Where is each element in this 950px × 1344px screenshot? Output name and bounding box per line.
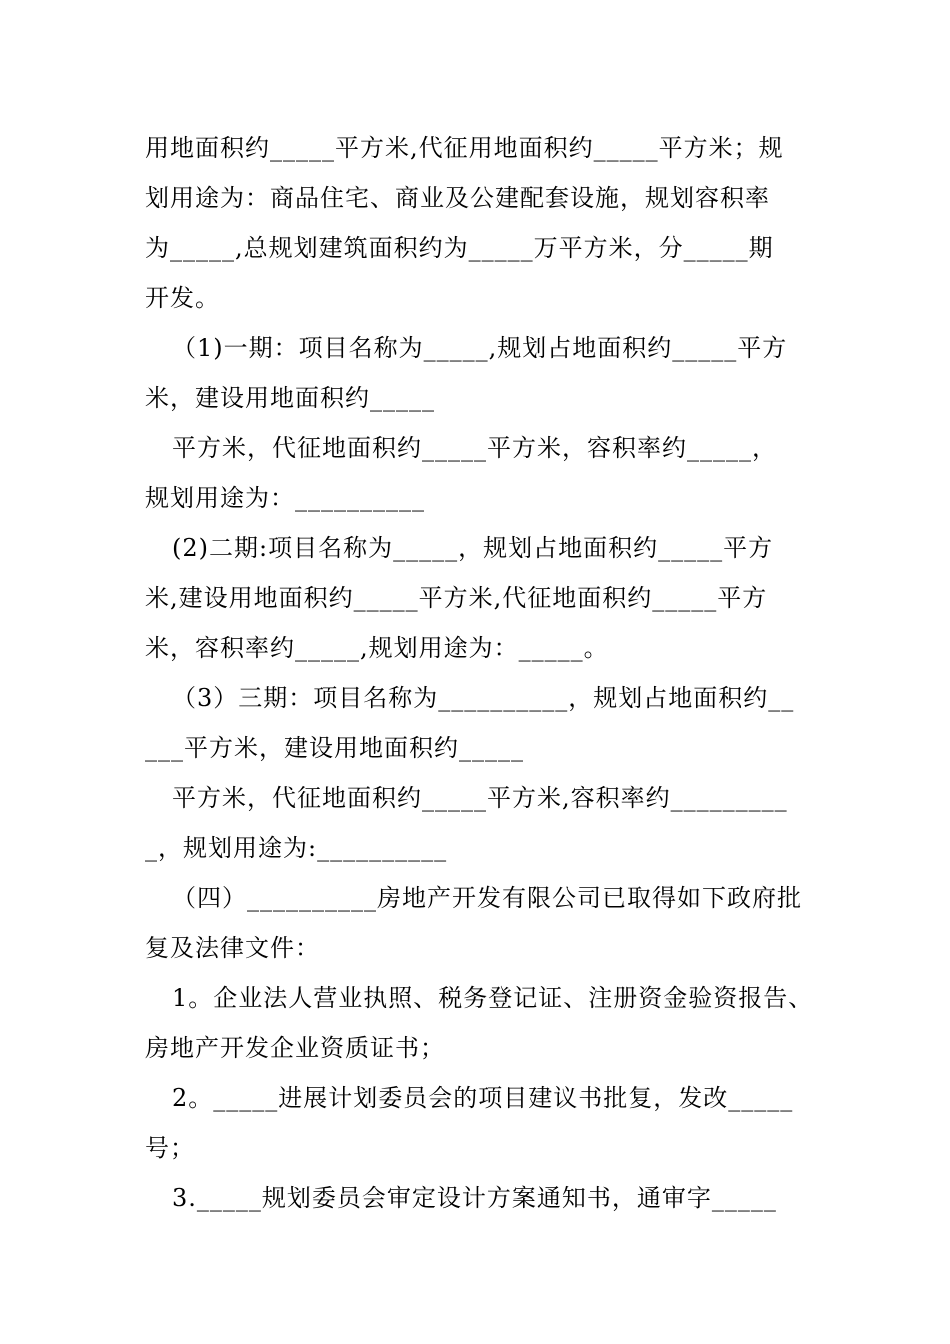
item-2-line-1: (2)二期:项目名称为_____，规划占地面积约_____平方 (172, 534, 774, 562)
section-4-line-1: （四）__________房地产开发有限公司已取得如下政府批 (172, 884, 802, 912)
body-line-2: 划用途为：商品住宅、商业及公建配套设施，规划容积率 (145, 184, 770, 212)
body-line-3: 为_____,总规划建筑面积约为_____万平方米，分_____期 (145, 234, 774, 262)
list-item-2-line-2: 号； (145, 1134, 195, 1162)
item-1-line-3: 平方米，代征地面积约_____平方米，容积率约_____， (172, 434, 777, 462)
item-3-line-2: ___平方米，建设用地面积约_____ (145, 734, 524, 762)
item-2-line-2: 米,建设用地面积约_____平方米,代征地面积约_____平方 (145, 584, 768, 612)
item-1-line-4: 规划用途为：__________ (145, 484, 425, 512)
list-item-1-line-2: 房地产开发企业资质证书； (145, 1034, 445, 1062)
item-3-line-1: （3）三期：项目名称为__________，规划占地面积约__ (172, 684, 795, 712)
item-2-line-3: 米，容积率约_____,规划用途为：_____。 (145, 634, 609, 662)
list-item-1-line-1: 1。企业法人营业执照、税务登记证、注册资金验资报告、 (172, 984, 814, 1012)
body-line-4: 开发。 (145, 284, 220, 312)
section-4-line-2: 复及法律文件： (145, 934, 320, 962)
item-1-line-1: （1)一期：项目名称为_____,规划占地面积约_____平方 (172, 334, 788, 362)
list-item-2-line-1: 2。_____进展计划委员会的项目建议书批复，发改_____ (172, 1084, 794, 1112)
item-1-line-2: 米，建设用地面积约_____ (145, 384, 435, 412)
item-3-line-3: 平方米，代征地面积约_____平方米,容积率约_________ (172, 784, 788, 812)
list-item-3-line-1: 3._____规划委员会审定设计方案通知书，通审字_____ (172, 1184, 777, 1212)
item-3-line-4: _，规划用途为:__________ (145, 834, 448, 862)
body-line-1: 用地面积约_____平方米,代征用地面积约_____平方米；规 (145, 134, 784, 162)
